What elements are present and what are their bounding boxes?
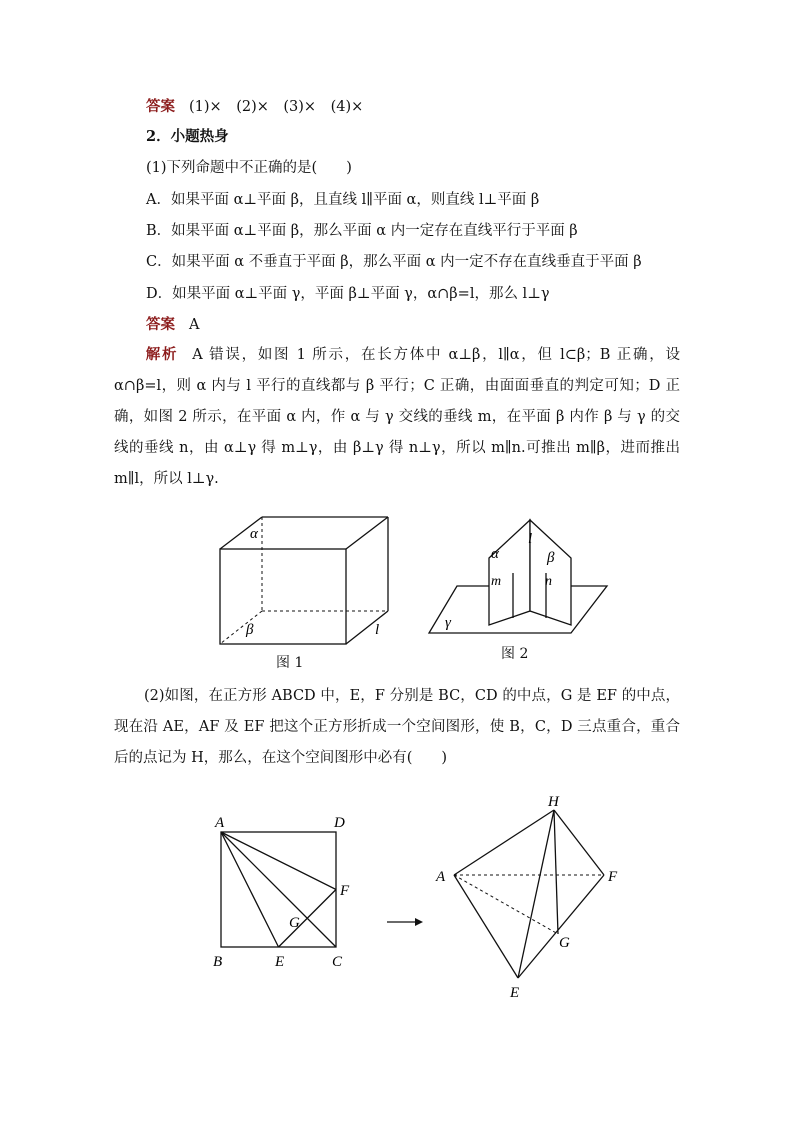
fig4-F: F: [608, 869, 618, 885]
question-2-text: (2)如图，在正方形 ABCD 中，E，F 分别是 BC，CD 的中点，G 是 EF 的中点，现在沿 AE，AF 及 EF 把这个正方形折成一个空间图形，使 B，C，D 三点重合，重合后的点记为 H，那么，在这个空间图形中必有( ): [114, 688, 680, 766]
section-title: 2．小题热身: [146, 128, 229, 145]
figure-4-tetrahedron: [430, 792, 630, 1007]
figure-2-caption: 图 2: [501, 646, 529, 662]
fig1-alpha-label: α: [250, 526, 258, 542]
fig3-B: B: [213, 954, 223, 970]
fig1-beta-label: β: [246, 622, 254, 638]
fig2-beta-label: β: [547, 550, 555, 566]
option-d: D．如果平面 α⊥平面 γ，平面 β⊥平面 γ，α∩β=l，那么 l⊥γ: [146, 286, 550, 302]
fig4-A: A: [436, 869, 446, 885]
figure-3-square: [205, 805, 365, 975]
answer-line-2: [146, 315, 199, 335]
option-a: A．如果平面 α⊥平面 β，且直线 l∥平面 α，则直线 l⊥平面 β: [146, 192, 540, 208]
fig3-F: F: [340, 883, 350, 899]
fig4-G: G: [559, 935, 570, 951]
answer-line-1: [146, 97, 363, 117]
front-face: [220, 549, 346, 644]
fig3-A: A: [215, 815, 225, 831]
answer-label-2: 答案: [146, 317, 175, 333]
fig3-G: G: [289, 915, 300, 931]
fig4-E: E: [510, 985, 520, 1001]
fig2-gamma-label: γ: [445, 615, 451, 631]
question-1-stem: (1)下列命题中不正确的是( ): [146, 160, 352, 176]
answer-text: (1)× (2)× (3)× (4)×: [189, 99, 364, 115]
fig2-n-label: n: [545, 574, 552, 589]
analysis-paragraph: [114, 340, 680, 495]
fig3-E: E: [275, 954, 285, 970]
question-2-stem: [114, 681, 680, 774]
fig4-H: H: [548, 794, 559, 810]
answer-value: A: [189, 317, 200, 333]
fig3-D: D: [334, 815, 345, 831]
fig2-m-label: m: [491, 574, 502, 589]
option-b: B．如果平面 α⊥平面 β，那么平面 α 内一定存在直线平行于平面 β: [146, 223, 578, 239]
fig2-l-label: l: [528, 531, 533, 547]
figure-1-cuboid: [210, 505, 410, 650]
answer-label: 答案: [146, 99, 175, 115]
option-c: C．如果平面 α 不垂直于平面 β，那么平面 α 内一定不存在直线垂直于平面 β: [146, 254, 642, 270]
analysis-label: 解析: [144, 347, 179, 363]
fig2-alpha-label: α: [491, 546, 499, 562]
analysis-text: A 错误，如图 1 所示，在长方体中 α⊥β，l∥α，但 l⊂β；B 正确，设 α∩β=l，则 α 内与 l 平行的直线都与 β 平行；C 正确，由面面垂直的判定可知；D 正确，如图 2 所示，在平面 α 内，作 α 与 γ 交线的垂线 m，在平面 β 内作 β 与 γ 的交线的垂线 n，由 α⊥γ 得 m⊥γ，由 β⊥γ 得 n⊥γ，所以 m∥n.可推出 m∥β，进而推出 m∥l，所以 l⊥γ.: [114, 347, 681, 487]
figure-2-planes: [425, 515, 615, 640]
figure-1-caption: 图 1: [276, 655, 304, 671]
fig1-l-label: l: [375, 622, 380, 638]
fig3-C: C: [332, 954, 343, 970]
fold-arrow-icon: [385, 915, 425, 929]
